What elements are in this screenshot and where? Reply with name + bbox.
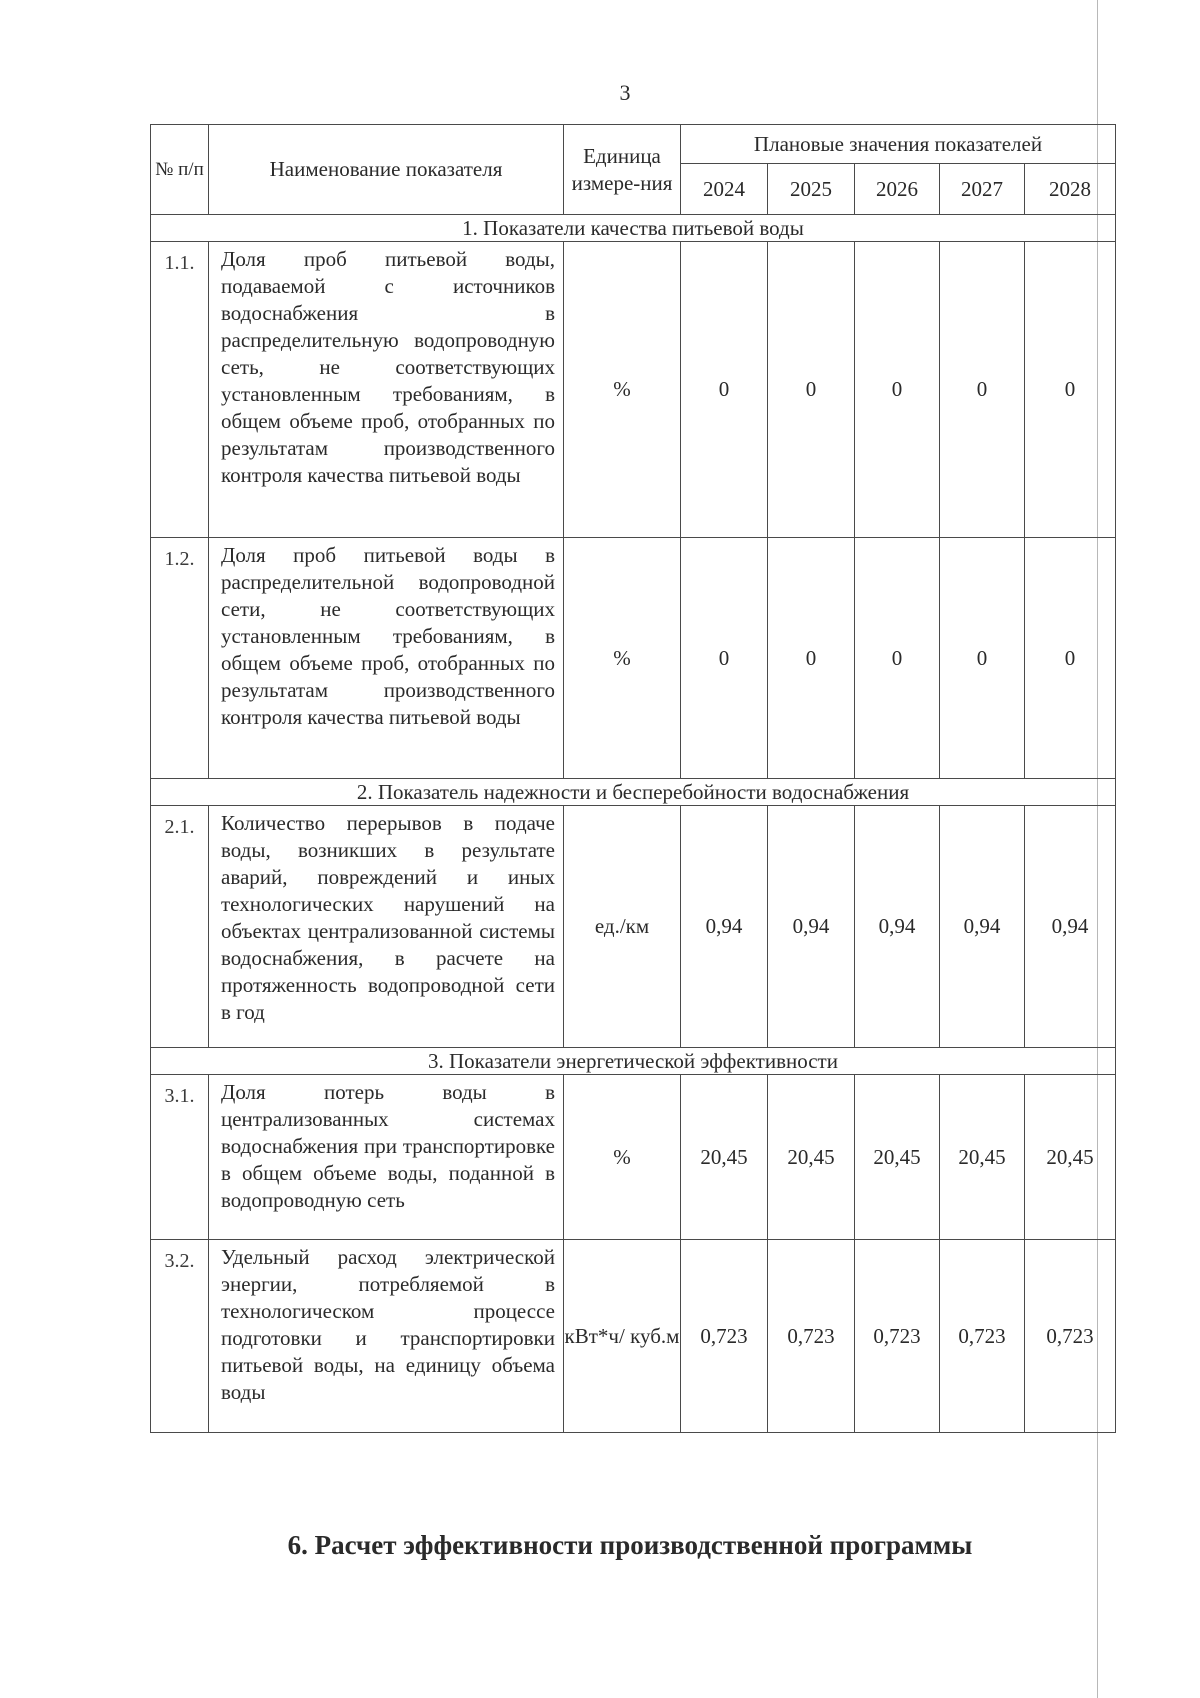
section-title: 1. Показатели качества питьевой воды xyxy=(151,215,1116,242)
header-row-1 xyxy=(151,125,1116,164)
row-name: Количество перерывов в подаче воды, возникших в результате аварий, повреждений и иных технологических нарушений на объектах централизованной системы водоснабжения, в расчете на протяженность водопроводной сети в год xyxy=(209,806,564,1048)
row-value: 0,723 xyxy=(768,1240,855,1433)
row-value: 0 xyxy=(681,242,768,538)
section-row xyxy=(151,779,1116,806)
header-planned: Плановые значения показателей xyxy=(681,125,1116,164)
row-name: Удельный расход электрической энергии, потребляемой в технологическом процессе подготовки и транспортировки питьевой воды, на единицу объема воды xyxy=(209,1240,564,1433)
row-value: 0,723 xyxy=(681,1240,768,1433)
row-unit: ед./км xyxy=(564,806,681,1048)
row-value: 0 xyxy=(940,242,1025,538)
indicators-table xyxy=(150,124,1116,1433)
row-value: 0 xyxy=(768,242,855,538)
row-value: 0 xyxy=(1025,242,1116,538)
row-value: 0,94 xyxy=(855,806,940,1048)
row-value: 20,45 xyxy=(855,1075,940,1240)
header-year: 2024 xyxy=(681,164,768,215)
header-year: 2025 xyxy=(768,164,855,215)
row-value: 0 xyxy=(855,242,940,538)
table-body xyxy=(151,125,1116,1433)
row-name: Доля потерь воды в централизованных системах водоснабжения при транспортировке в общем объеме воды, поданной в водопроводную сеть xyxy=(209,1075,564,1240)
table-row xyxy=(151,806,1116,1048)
row-value: 0 xyxy=(855,538,940,779)
header-year: 2026 xyxy=(855,164,940,215)
row-value: 0,94 xyxy=(768,806,855,1048)
row-value: 0,723 xyxy=(940,1240,1025,1433)
header-num: № п/п xyxy=(151,125,209,215)
header-unit: Единица измере-ния xyxy=(564,125,681,215)
row-num: 1.1. xyxy=(151,242,209,538)
row-value: 0 xyxy=(681,538,768,779)
row-value: 20,45 xyxy=(1025,1075,1116,1240)
row-value: 0,723 xyxy=(1025,1240,1116,1433)
row-value: 0,94 xyxy=(681,806,768,1048)
row-unit: % xyxy=(564,242,681,538)
row-num: 3.1. xyxy=(151,1075,209,1240)
row-value: 0,94 xyxy=(1025,806,1116,1048)
row-value: 0,94 xyxy=(940,806,1025,1048)
row-value: 20,45 xyxy=(768,1075,855,1240)
row-unit: % xyxy=(564,538,681,779)
section-heading: 6. Расчет эффективности производственной программы xyxy=(287,1530,973,1560)
row-value: 0 xyxy=(1025,538,1116,779)
table-row xyxy=(151,1075,1116,1240)
row-unit: % xyxy=(564,1075,681,1240)
section-title: 2. Показатель надежности и бесперебойности водоснабжения xyxy=(151,779,1116,806)
row-unit: кВт*ч/ куб.м xyxy=(564,1240,681,1433)
page-number: 3 xyxy=(619,80,631,105)
row-num: 2.1. xyxy=(151,806,209,1048)
section-row xyxy=(151,215,1116,242)
row-value: 20,45 xyxy=(940,1075,1025,1240)
row-value: 0 xyxy=(940,538,1025,779)
section-title: 3. Показатели энергетической эффективности xyxy=(151,1048,1116,1075)
row-num: 1.2. xyxy=(151,538,209,779)
section-row xyxy=(151,1048,1116,1075)
header-year: 2027 xyxy=(940,164,1025,215)
row-value: 0,723 xyxy=(855,1240,940,1433)
row-num: 3.2. xyxy=(151,1240,209,1433)
row-value: 0 xyxy=(768,538,855,779)
row-name: Доля проб питьевой воды, подаваемой с источников водоснабжения в распределительную водопроводную сеть, не соответствующих установленным требованиям, в общем объеме проб, отобранных по результатам производственного контроля качества питьевой воды xyxy=(209,242,564,538)
table-row xyxy=(151,242,1116,538)
table-row xyxy=(151,1240,1116,1433)
header-name: Наименование показателя xyxy=(209,125,564,215)
table-row xyxy=(151,538,1116,779)
header-year: 2028 xyxy=(1025,164,1116,215)
row-value: 20,45 xyxy=(681,1075,768,1240)
row-name: Доля проб питьевой воды в распределительной водопроводной сети, не соответствующих установленным требованиям, в общем объеме проб, отобранных по результатам производственного контроля качества питьевой воды xyxy=(209,538,564,779)
